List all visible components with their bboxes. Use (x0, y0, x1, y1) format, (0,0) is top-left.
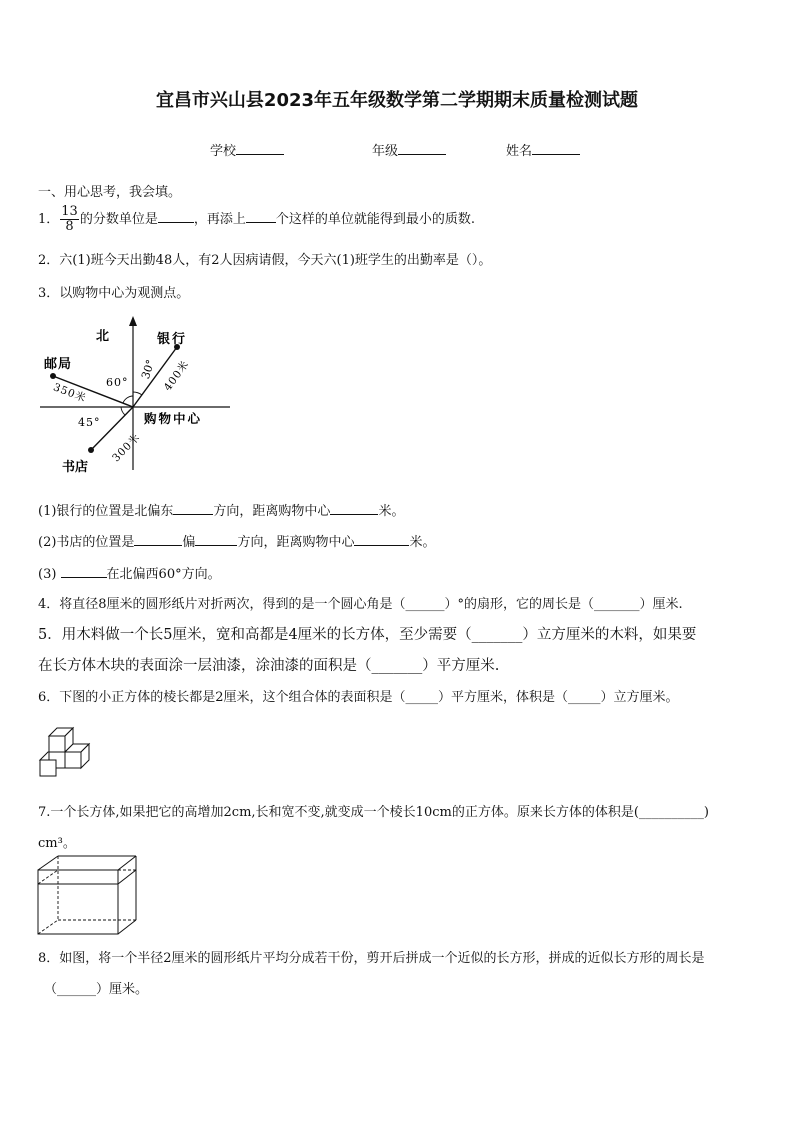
q3-3-text-a: (3) (38, 567, 61, 582)
question-4: 4．将直径8厘米的圆形纸片对折两次，得到的是一个圆心角是（______）°的扇形，它的周长是（_______）厘米. (38, 597, 683, 612)
section-heading: 一、用心思考，我会填。 (38, 185, 182, 200)
distance-400-label: 400米 (161, 358, 192, 394)
center-label: 购物中心 (144, 411, 203, 426)
cuboid-figure (36, 852, 140, 938)
name-blank[interactable] (532, 142, 580, 155)
post-office-point (50, 373, 56, 379)
q3-2-text-d: 米。 (409, 535, 436, 550)
fraction-denominator: 8 (65, 219, 74, 234)
location-map (36, 310, 236, 480)
bookstore-label: 书店 (62, 460, 89, 475)
question-7-line-1: 7.一个长方体,如果把它的高增加2cm,长和宽不变,就变成一个棱长10cm的正方体。原来长方体的体积是(__________) (38, 805, 709, 820)
question-5-line-1: 5．用木料做一个长5厘米，宽和高都是4厘米的长方体，至少需要（_______）立方厘米的木料，如果要 (38, 627, 697, 643)
north-label: 北 (96, 329, 110, 344)
q3-2-blank-1[interactable] (134, 533, 182, 546)
bookstore-point (88, 447, 94, 453)
question-3-part-1 (38, 500, 404, 519)
grade-blank[interactable] (398, 142, 446, 155)
q3-3-text-b: 在北偏西60°方向。 (106, 567, 221, 582)
question-3: 3．以购物中心为观测点。 (38, 286, 190, 301)
post-office-label: 邮局 (44, 357, 73, 372)
page-title: 宜昌市兴山县2023年五年级数学第二学期期末质量检测试题 (155, 90, 639, 111)
fraction-numerator: 13 (61, 204, 78, 219)
question-7-line-2: cm³。 (38, 836, 76, 851)
q1-text-1: 的分数单位是 (79, 212, 158, 227)
question-3-part-3 (38, 563, 221, 582)
name-field (506, 140, 580, 159)
grade-field (372, 140, 446, 159)
question-8-line-1: 8．如图，将一个半径2厘米的圆形纸片平均分成若干份，剪开后拼成一个近似的长方形，拼成的近似长方形的周长是 (38, 951, 705, 966)
q3-1-blank-1[interactable] (173, 502, 213, 515)
q1-text-3: 个这样的单位就能得到最小的质数. (275, 212, 475, 227)
question-2: 2．六(1)班今天出勤48人，有2人因病请假，今天六(1)班学生的出勤率是（）。 (38, 253, 492, 268)
q3-3-blank[interactable] (61, 565, 107, 578)
north-arrow-icon (129, 316, 137, 326)
angle-30-label: 30° (138, 358, 158, 381)
q3-2-text-a: (2)书店的位置是 (38, 535, 135, 550)
grade-label: 年级 (372, 144, 399, 159)
bank-label: 银行 (157, 332, 188, 347)
school-label: 学校 (210, 144, 237, 159)
q3-2-blank-3[interactable] (354, 533, 409, 546)
angle-60-label: 60° (106, 376, 129, 389)
q3-1-blank-2[interactable] (330, 502, 378, 515)
q3-2-blank-2[interactable] (195, 533, 237, 546)
fraction (60, 205, 79, 234)
distance-300-label: 300米 (110, 431, 143, 465)
q3-1-text-c: 米。 (378, 504, 405, 519)
q3-2-text-c: 方向，距离购物中心 (237, 535, 355, 550)
question-6: 6．下图的小正方体的棱长都是2厘米，这个组合体的表面积是（_____）平方厘米，体积是（_____）立方厘米。 (38, 690, 679, 705)
q1-blank-2[interactable] (246, 210, 276, 223)
q1-blank-1[interactable] (158, 210, 194, 223)
q3-2-text-b: 偏 (182, 535, 196, 550)
name-label: 姓名 (506, 144, 533, 159)
question-1 (38, 205, 475, 234)
q3-1-text-b: 方向，距离购物中心 (213, 504, 331, 519)
school-field (210, 140, 284, 159)
distance-350-label: 350米 (51, 381, 89, 405)
q1-number: 1． (38, 212, 60, 227)
cube-stack-figure (38, 724, 94, 780)
school-blank[interactable] (236, 142, 284, 155)
angle-45-label: 45° (78, 416, 101, 429)
q3-1-text-a: (1)银行的位置是北偏东 (38, 504, 174, 519)
question-3-part-2 (38, 531, 435, 550)
question-5-line-2: 在长方体木块的表面涂一层油漆，涂油漆的面积是（_______）平方厘米. (38, 658, 500, 674)
q1-text-2: ，再添上 (193, 212, 246, 227)
question-8-line-2: （______）厘米。 (44, 982, 149, 997)
